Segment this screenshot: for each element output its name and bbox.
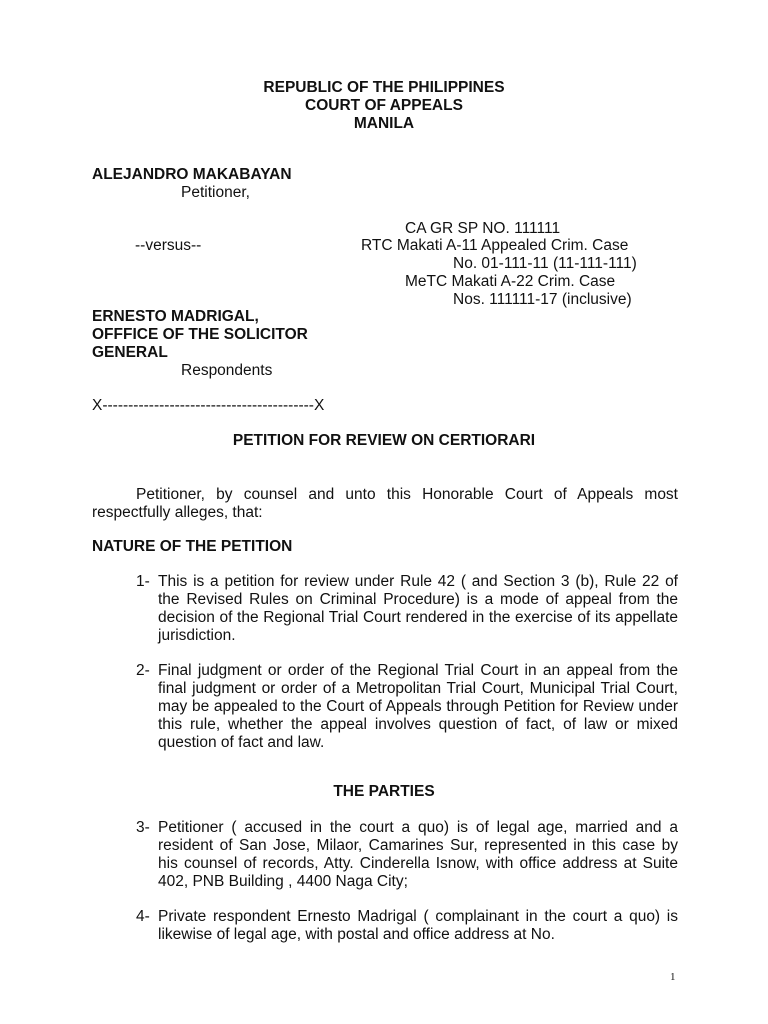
list-item-number: 4- [136, 908, 150, 925]
list-item [136, 662, 678, 752]
case-number-rtc-no: No. 01-111-11 (11-111-111) [453, 255, 637, 272]
list-item-text: Private respondent Ernesto Madrigal ( complainant in the court a quo) is likewise of legal age, with postal and office address at No. [158, 908, 678, 943]
list-item-number: 2- [136, 662, 150, 679]
list-item-number: 1- [136, 573, 150, 590]
court-header-line-3: MANILA [353, 115, 415, 132]
court-header-line-1: REPUBLIC OF THE PHILIPPINES [263, 79, 505, 96]
intro-paragraph: Petitioner, by counsel and unto this Honorable Court of Appeals most respectfully alleges, that: [92, 486, 678, 521]
section-heading-nature: NATURE OF THE PETITION [92, 538, 293, 555]
case-number-rtc: RTC Makati A-11 Appealed Crim. Case [361, 237, 629, 254]
respondent-line-1: ERNESTO MADRIGAL, [92, 308, 259, 325]
list-item-number: 3- [136, 819, 150, 836]
list-item [136, 819, 678, 891]
document-title: PETITION FOR REVIEW ON CERTIORARI [232, 432, 536, 449]
petitioner-name: ALEJANDRO MAKABAYAN [92, 166, 292, 183]
versus-label: --versus-- [135, 237, 202, 254]
case-number-metc: MeTC Makati A-22 Crim. Case [405, 273, 616, 290]
court-header [0, 79, 768, 133]
caption-separator: X-----------------------------------------X [92, 397, 325, 414]
respondent-line-2: OFFFICE OF THE SOLICITOR [92, 326, 308, 343]
list-item [136, 908, 678, 944]
list-item-text: This is a petition for review under Rule 42 ( and Section 3 (b), Rule 22 of the Revised Rules on Criminal Procedure) is a mode of appeal from the decision of the Regional Trial Court rendered in the exercise of its appellate jurisdiction. [158, 573, 678, 644]
list-item-text: Final judgment or order of the Regional Trial Court in an appeal from the final judgment or order of a Metropolitan Trial Court, Municipal Trial Court, may be appealed to the Court of Appeals through Petition for Review under this rule, whether the appeal involves question of fact, of law or mixed question of fact and law. [158, 662, 678, 751]
section-heading-parties: THE PARTIES [333, 783, 435, 800]
respondent-line-3: GENERAL [92, 344, 168, 361]
page-number: 1 [670, 971, 676, 983]
list-item [136, 573, 678, 645]
case-number-ca: CA GR SP NO. 111111 [405, 220, 561, 237]
respondents-role: Respondents [181, 362, 273, 379]
case-number-metc-nos: Nos. 111111-17 (inclusive) [453, 291, 632, 308]
petitioner-role: Petitioner, [181, 184, 250, 201]
court-header-line-2: COURT OF APPEALS [305, 97, 463, 114]
list-item-text: Petitioner ( accused in the court a quo) is of legal age, married and a resident of San Jose, Milaor, Camarines Sur, represented in this case by his counsel of records, Atty. Cinderella Isnow, with office address at Suite 402, PNB Building , 4400 Naga City; [158, 819, 678, 890]
